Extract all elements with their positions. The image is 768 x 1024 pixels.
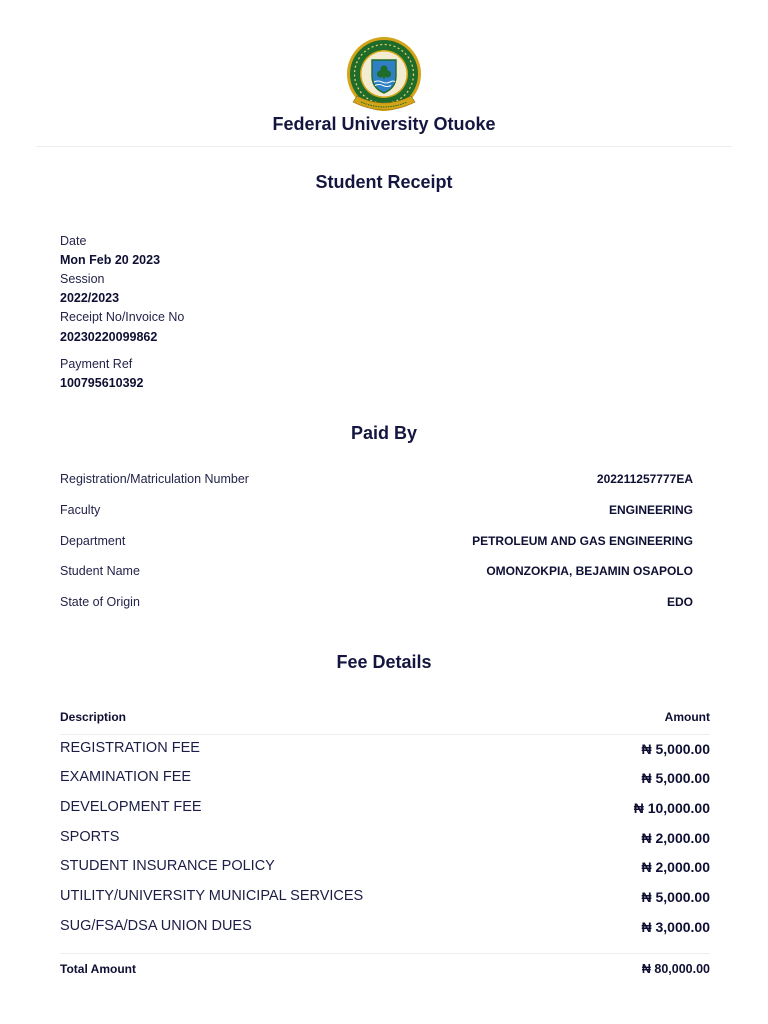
description-header: Description (60, 710, 127, 724)
fee-description: UTILITY/UNIVERSITY MUNICIPAL SERVICES (60, 888, 364, 904)
receipt-no-label: Receipt No/Invoice No (60, 310, 185, 324)
fee-description: SPORTS (60, 829, 120, 845)
header-divider (36, 146, 732, 147)
fee-row (60, 858, 710, 878)
payment-ref-label: Payment Ref (60, 357, 133, 371)
fee-description: DEVELOPMENT FEE (60, 799, 202, 815)
fee-row (60, 799, 710, 819)
amount-header: Amount (664, 710, 710, 724)
fee-amount: ₦ 2,000.00 (641, 859, 710, 875)
fee-row (60, 888, 710, 908)
payment-ref-value: 100795610392 (60, 376, 144, 390)
faculty-label: Faculty (60, 503, 101, 517)
total-divider (60, 953, 710, 954)
university-logo-icon (343, 36, 425, 118)
fee-description: STUDENT INSURANCE POLICY (60, 858, 275, 874)
registration-number-value: 202211257777EA (596, 472, 693, 486)
total-row (60, 962, 710, 980)
registration-number-label: Registration/Matriculation Number (60, 472, 249, 486)
fee-details-title: Fee Details (336, 652, 432, 672)
student-name-label: Student Name (60, 564, 140, 578)
session-label: Session (60, 272, 105, 286)
paid-by-row-registration (60, 472, 693, 490)
fee-row (60, 829, 710, 849)
fee-amount: ₦ 10,000.00 (633, 800, 710, 816)
department-value: PETROLEUM AND GAS ENGINEERING (472, 534, 693, 548)
fee-description: EXAMINATION FEE (60, 769, 192, 785)
fee-table-header (60, 710, 710, 728)
paid-by-row-state (60, 595, 693, 613)
fee-description: REGISTRATION FEE (60, 740, 200, 756)
receipt-title: Student Receipt (315, 172, 453, 192)
paid-by-title: Paid By (350, 423, 418, 443)
fee-amount: ₦ 3,000.00 (641, 919, 710, 935)
date-value: Mon Feb 20 2023 (60, 253, 161, 267)
fee-amount: ₦ 2,000.00 (641, 830, 710, 846)
state-of-origin-label: State of Origin (60, 595, 140, 609)
state-of-origin-value: EDO (666, 595, 693, 609)
fee-amount: ₦ 5,000.00 (641, 741, 710, 757)
paid-by-row-department (60, 534, 693, 552)
faculty-value: ENGINEERING (608, 503, 693, 517)
department-label: Department (60, 534, 126, 548)
fee-row (60, 769, 710, 789)
session-value: 2022/2023 (60, 291, 120, 305)
student-name-value: OMONZOKPIA, BEJAMIN OSAPOLO (486, 564, 693, 578)
fee-header-divider (60, 734, 710, 735)
fee-amount: ₦ 5,000.00 (641, 770, 710, 786)
university-name: Federal University Otuoke (272, 114, 496, 134)
total-amount-label: Total Amount (60, 962, 136, 976)
paid-by-row-faculty (60, 503, 693, 521)
receipt-no-value: 20230220099862 (60, 330, 158, 344)
date-label: Date (60, 234, 87, 248)
fee-row (60, 740, 710, 760)
fee-amount: ₦ 5,000.00 (641, 889, 710, 905)
paid-by-row-student-name (60, 564, 693, 582)
fee-description: SUG/FSA/DSA UNION DUES (60, 918, 252, 934)
fee-row (60, 918, 710, 938)
total-amount-value: ₦ 80,000.00 (641, 962, 710, 976)
